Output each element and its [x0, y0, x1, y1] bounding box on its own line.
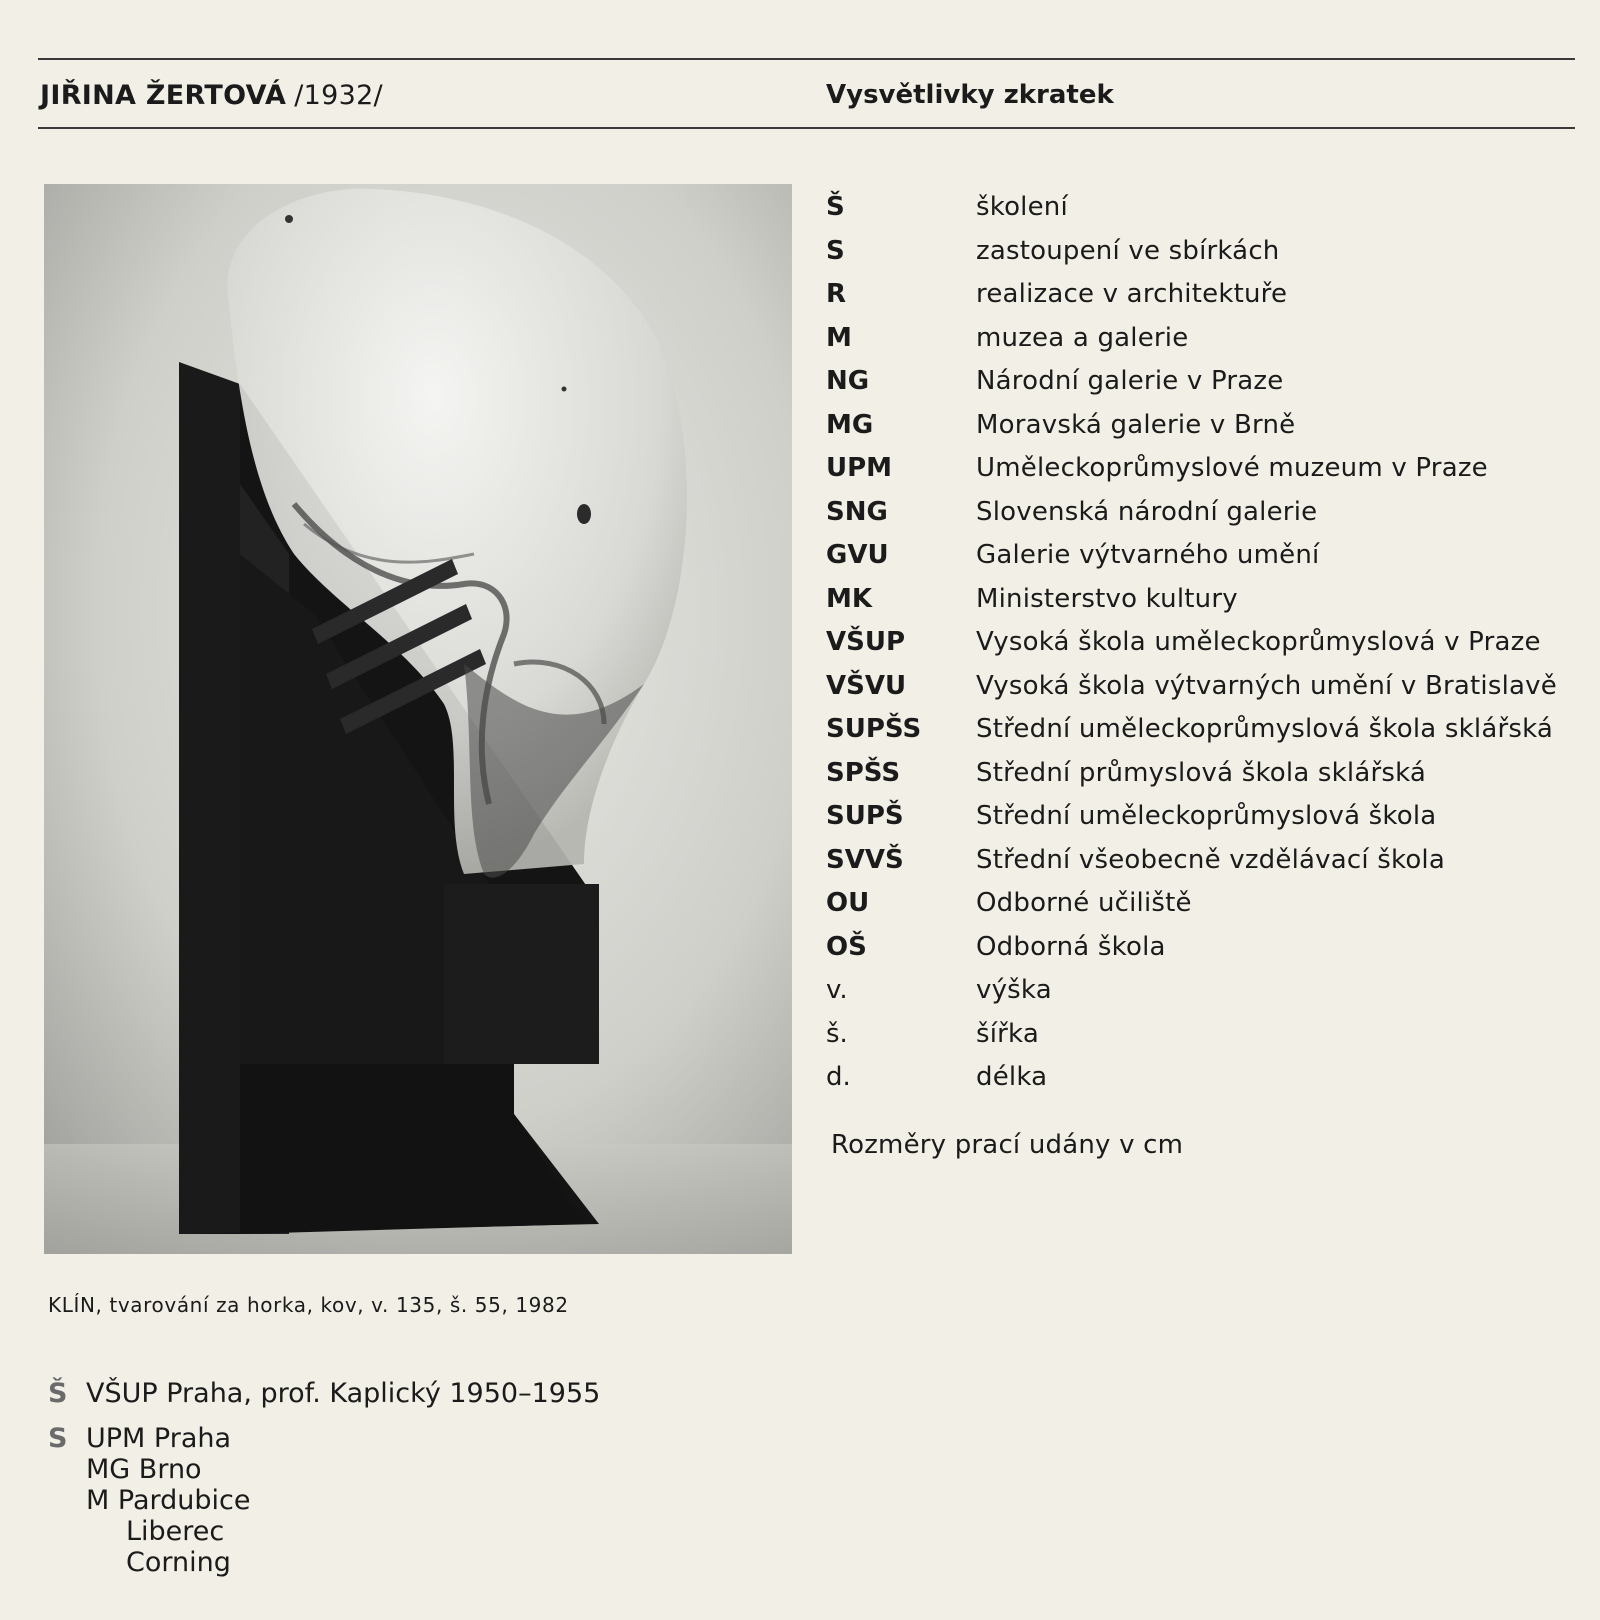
legend-abbr: d. — [826, 1062, 851, 1092]
legend-desc: Slovenská národní galerie — [976, 496, 1318, 527]
artist-heading — [40, 80, 383, 111]
bio-school-key: Š — [48, 1378, 68, 1409]
header-rule — [38, 127, 1575, 129]
legend-abbr: MK — [826, 583, 873, 614]
bio-school — [48, 1378, 601, 1409]
legend-abbr: M — [826, 322, 852, 353]
legend-abbr: MG — [826, 409, 874, 440]
legend-abbr: VŠVU — [826, 670, 907, 701]
legend-desc: Střední uměleckoprůmyslová škola sklářská — [976, 714, 1554, 744]
bio-school-text: VŠUP Praha, prof. Kaplický 1950–1955 — [86, 1378, 601, 1409]
legend-desc: Uměleckoprůmyslové muzeum v Praze — [976, 453, 1488, 483]
legend-abbr: OŠ — [826, 931, 867, 962]
legend-desc: muzea a galerie — [976, 322, 1189, 353]
legend-abbr: SNG — [826, 496, 888, 527]
legend-desc: Moravská galerie v Brně — [976, 409, 1296, 440]
legend-abbr: v. — [826, 975, 848, 1005]
bio-collection-item: MG Brno — [86, 1454, 202, 1485]
legend-abbr: R — [826, 279, 847, 309]
legend-abbr: š. — [826, 1018, 848, 1049]
legend-desc: Vysoká škola uměleckoprůmyslová v Praze — [976, 627, 1541, 657]
photo-caption: KLÍN, tvarování za horka, kov, v. 135, š. 55, 1982 — [48, 1293, 569, 1317]
top-rule — [38, 58, 1575, 60]
legend-abbr: VŠUP — [826, 627, 906, 657]
legend-desc: šířka — [976, 1018, 1039, 1049]
legend-desc: Galerie výtvarného umění — [976, 540, 1320, 570]
legend-abbr: SUPŠ — [826, 801, 904, 831]
bio-collections-key: S — [48, 1423, 68, 1454]
legend-abbr: NG — [826, 366, 870, 396]
legend-abbr: SUPŠS — [826, 714, 922, 744]
dimensions-note: Rozměry prací udány v cm — [831, 1130, 1184, 1160]
legend-desc: Střední průmyslová škola sklářská — [976, 757, 1427, 788]
sculpture-photo — [44, 184, 792, 1254]
legend-abbr: UPM — [826, 453, 893, 483]
legend-desc: Ministerstvo kultury — [976, 583, 1238, 614]
legend-desc: Národní galerie v Praze — [976, 366, 1284, 396]
legend-abbr: GVU — [826, 540, 889, 570]
legend-abbr: Š — [826, 192, 845, 222]
legend-abbr: OU — [826, 888, 870, 918]
legend-desc: Odborné učiliště — [976, 888, 1192, 918]
sculpture-illustration — [44, 184, 792, 1254]
legend-desc: Vysoká škola výtvarných umění v Bratislavě — [976, 670, 1557, 701]
artist-years: /1932/ — [294, 80, 383, 111]
legend-desc: výška — [976, 975, 1052, 1005]
legend-desc: Střední všeobecně vzdělávací škola — [976, 844, 1445, 875]
artist-name: JIŘINA ŽERTOVÁ — [40, 80, 287, 111]
legend-abbr: S — [826, 235, 845, 266]
legend-desc: zastoupení ve sbírkách — [976, 235, 1280, 266]
bio-collection-item: Liberec — [126, 1516, 225, 1547]
bio-collection-item: M Pardubice — [86, 1485, 251, 1516]
bio-collection-item: UPM Praha — [86, 1423, 232, 1454]
legend-desc: realizace v architektuře — [976, 279, 1288, 309]
legend-desc: školení — [976, 192, 1068, 222]
legend-desc: délka — [976, 1062, 1048, 1092]
legend-desc: Střední uměleckoprůmyslová škola — [976, 801, 1437, 831]
legend-abbr: SPŠS — [826, 757, 901, 788]
legend-abbr: SVVŠ — [826, 844, 904, 875]
bio-collection-item: Corning — [126, 1547, 231, 1578]
legend-desc: Odborná škola — [976, 931, 1166, 962]
legend-title: Vysvětlivky zkratek — [826, 80, 1114, 110]
